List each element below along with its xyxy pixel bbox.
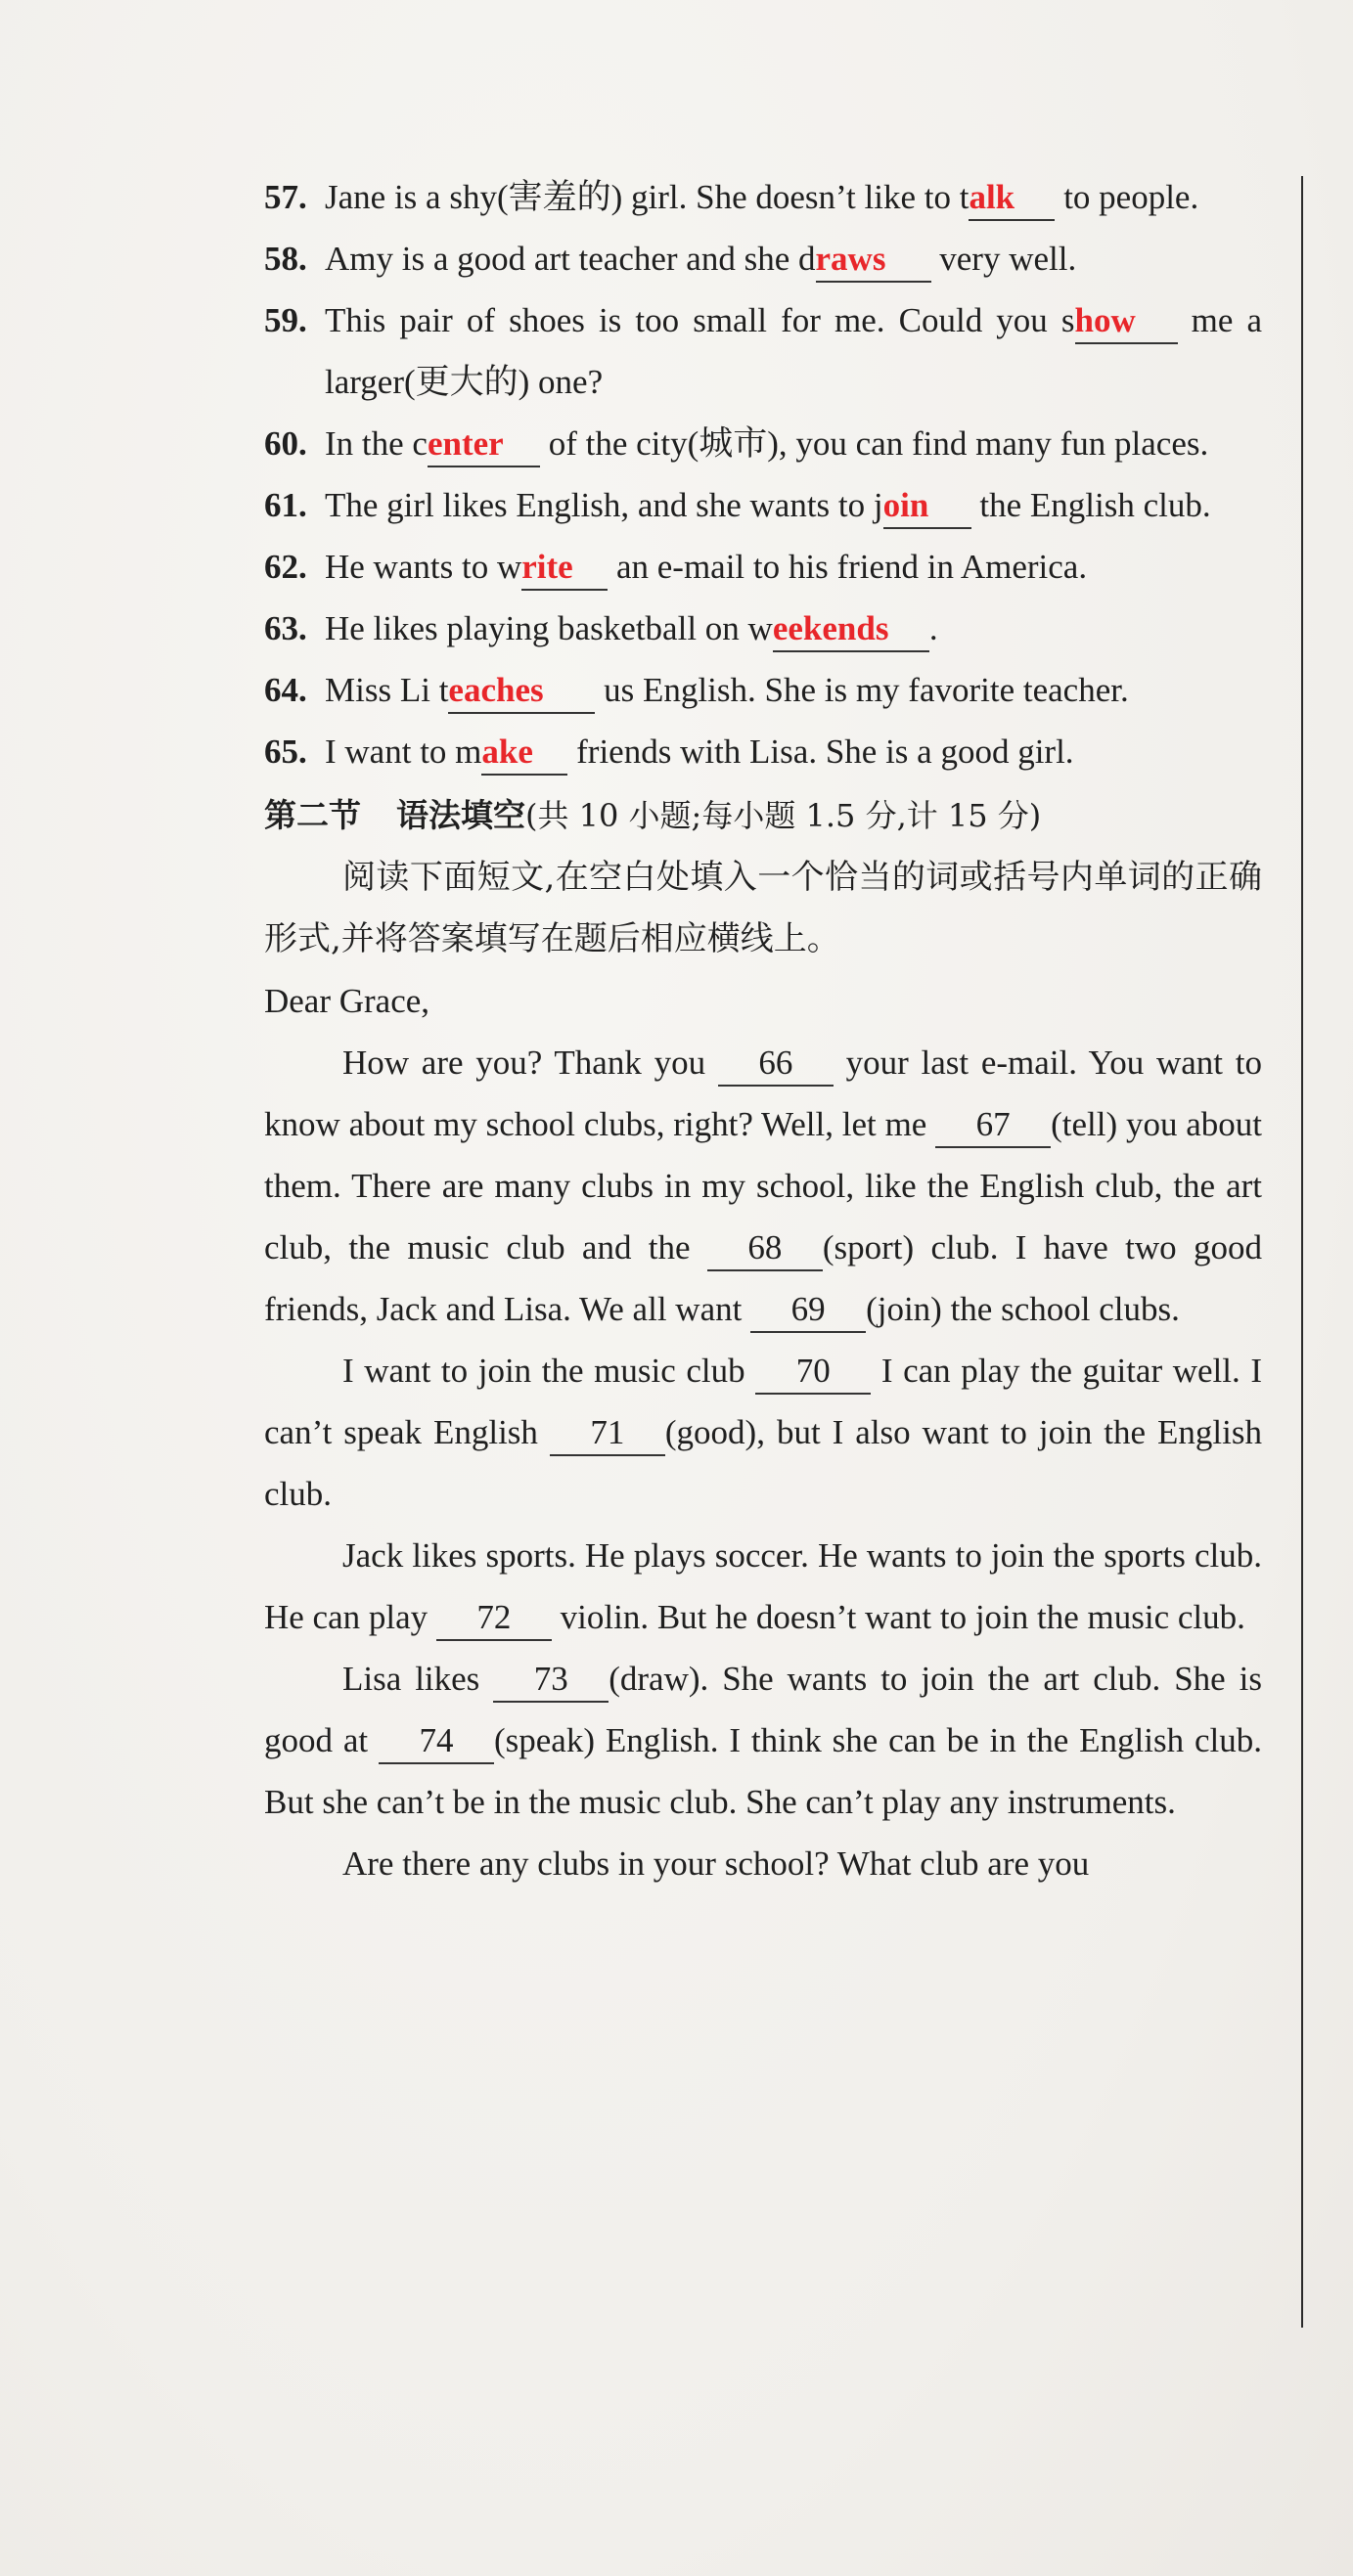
letter-salutation: Dear Grace, (264, 982, 430, 1020)
content (264, 166, 1262, 1894)
gap-67[interactable]: 67 (935, 1103, 1051, 1148)
gap-66[interactable]: 66 (718, 1042, 834, 1087)
letter-paragraph-4: Lisa likes 73 (draw). She wants to join the art club. She is good at 74 (speak) English. I think she can be in the English club. But she can’t be in the music club. She can’t play any instruments. (264, 1660, 1262, 1821)
question-number: 64. (264, 671, 307, 709)
answer-blank[interactable]: eekends (773, 607, 929, 652)
answer-blank[interactable]: ake (481, 731, 567, 776)
question-58: 58. Amy is a good art teacher and she draws very well. (264, 228, 1262, 289)
gap-73[interactable]: 73 (493, 1658, 609, 1703)
question-number: 58. (264, 240, 307, 278)
gap-72[interactable]: 72 (436, 1596, 552, 1641)
letter-paragraph-5: Are there any clubs in your school? What club are you (342, 1844, 1090, 1883)
margin-rule (1301, 176, 1303, 2328)
gap-74[interactable]: 74 (379, 1719, 494, 1764)
answer-blank[interactable]: enter (428, 422, 540, 467)
letter-paragraph-3: Jack likes sports. He plays soccer. He wants to join the sports club. He can play 72 violin. But he doesn’t want to join the music club. (264, 1525, 1262, 1648)
gap-69[interactable]: 69 (750, 1288, 866, 1333)
question-number: 61. (264, 486, 307, 524)
question-number: 57. (264, 178, 307, 216)
question-61: 61. The girl likes English, and she wants to join the English club. (264, 474, 1262, 536)
answer-blank[interactable]: raws (816, 238, 931, 283)
answer-blank[interactable]: rite (521, 546, 608, 591)
question-65: 65. I want to make friends with Lisa. She is a good girl. (264, 721, 1262, 782)
answer-blank[interactable]: oin (883, 484, 971, 529)
gap-68[interactable]: 68 (707, 1226, 823, 1271)
question-number: 63. (264, 609, 307, 647)
section-title: 语法填空 (396, 796, 525, 834)
instruction: 阅读下面短文,在空白处填入一个恰当的词或括号内单词的正确形式,并将答案填写在题后相应横线上。 (264, 858, 1262, 958)
question-number: 62. (264, 548, 307, 586)
question-number: 59. (264, 301, 307, 339)
question-number: 65. (264, 733, 307, 771)
gap-71[interactable]: 71 (550, 1411, 665, 1456)
question-62: 62. He wants to write an e-mail to his friend in America. (264, 536, 1262, 598)
question-57: 57. Jane is a shy(害羞的) girl. She doesn’t like to talk to people. (264, 166, 1262, 228)
question-63: 63. He likes playing basketball on weekends . (264, 598, 1262, 659)
letter-paragraph-1: How are you? Thank you 66 your last e-mail. You want to know about my school clubs, right? Well, let me 67 (tell) you about them. There are many clubs in my school, like the English club, the art club, the music club and the 68 (sport) club. I have two good friends, Jack and Lisa. We all want 69 (join) the school clubs. (264, 1032, 1262, 1340)
gap-70[interactable]: 70 (755, 1350, 871, 1395)
section-name: 第二节 (264, 796, 361, 834)
answer-blank[interactable]: how (1075, 299, 1178, 344)
section-note: (共 10 小题;每小题 1.5 分,计 15 分) (525, 797, 1042, 834)
answer-blank[interactable]: eaches (448, 669, 595, 714)
question-59: 59. This pair of shoes is too small for me. Could you show me a larger(更大的) one? (264, 289, 1262, 413)
question-number: 60. (264, 424, 307, 463)
question-60: 60. In the center of the city(城市), you can find many fun places. (264, 413, 1262, 474)
answer-blank[interactable]: alk (969, 176, 1055, 221)
section-heading (264, 784, 1262, 847)
letter-paragraph-2: I want to join the music club 70 I can play the guitar well. I can’t speak English 71 (good), but I also want to join the English club. (264, 1352, 1262, 1513)
question-64: 64. Miss Li teaches us English. She is my favorite teacher. (264, 659, 1262, 721)
